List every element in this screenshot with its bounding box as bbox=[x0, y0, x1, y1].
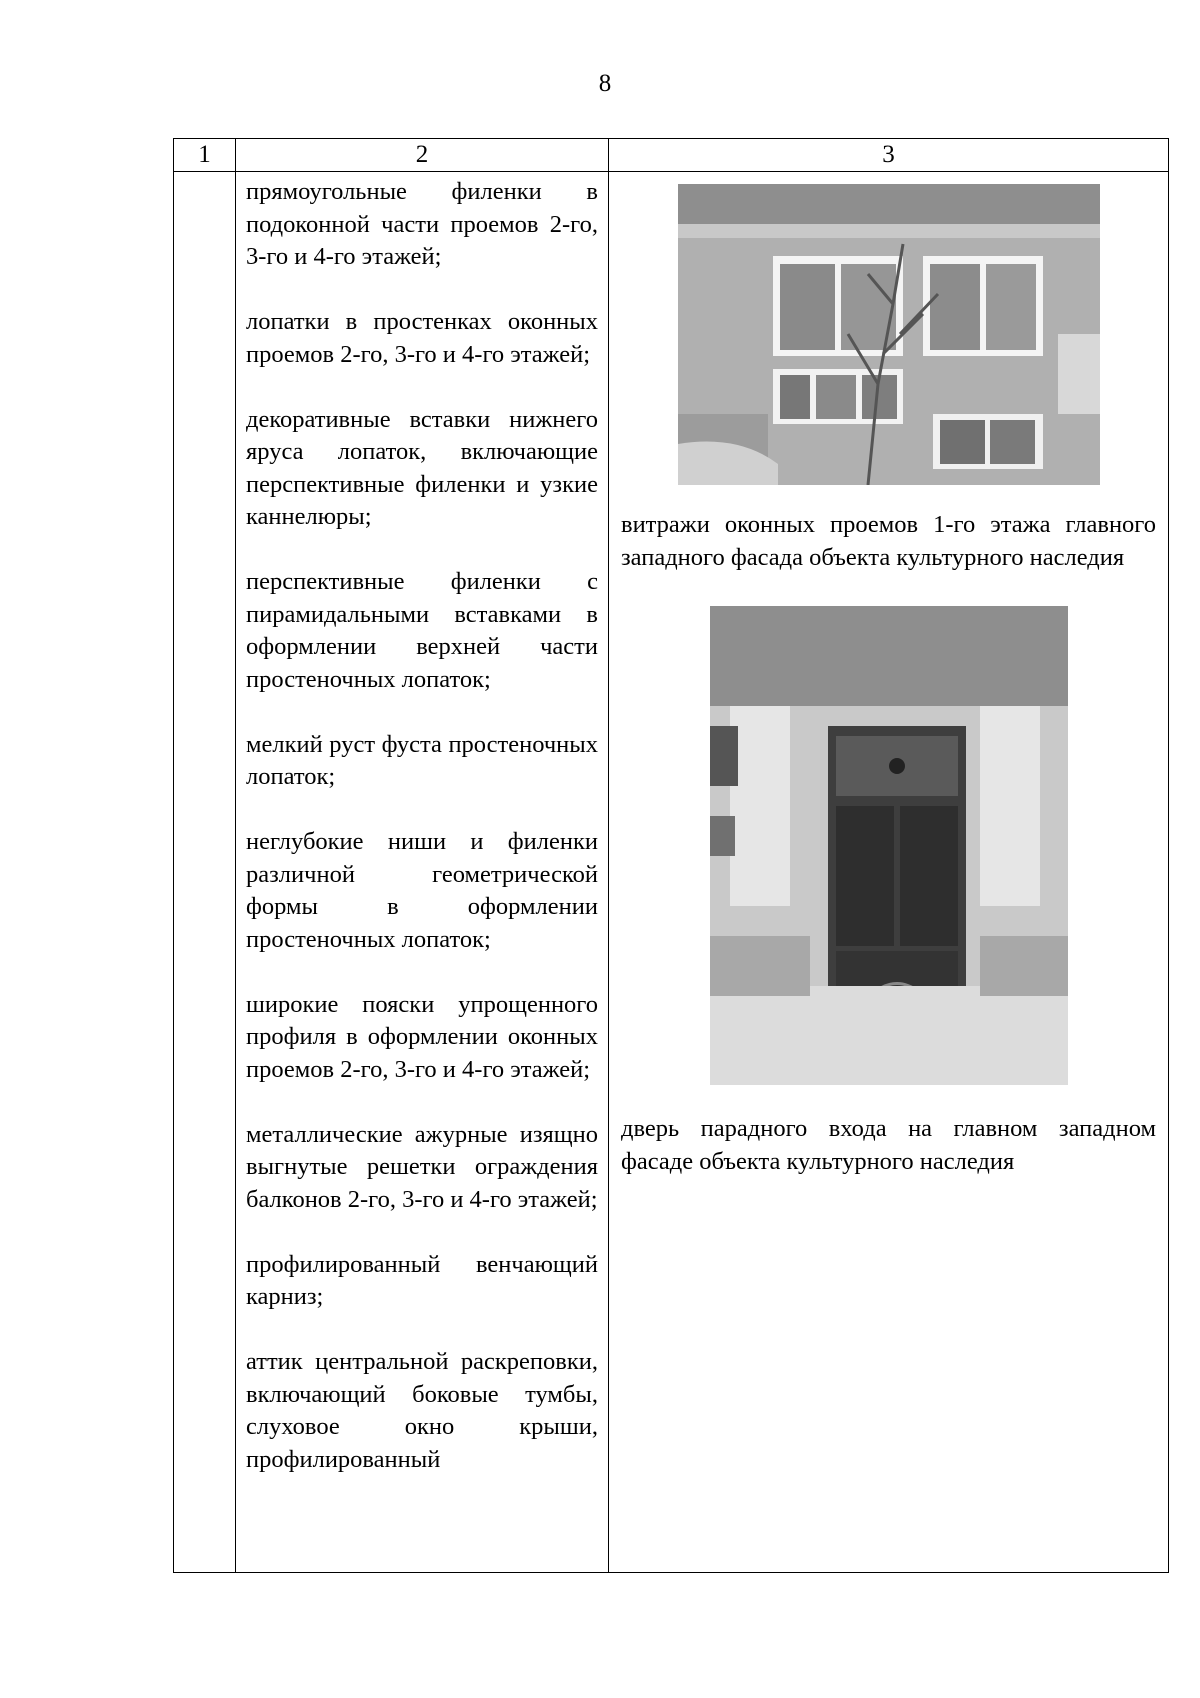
list-item: аттик центральной раскреповки, включающий боковые тумбы, слуховое окно крыши, профилированный bbox=[246, 1348, 598, 1473]
door-photo bbox=[710, 606, 1068, 1085]
list-item: декоративные вставки нижнего яруса лопаток, включающие перспективные филенки и узкие каннелюры; bbox=[246, 405, 598, 530]
list-item: перспективные филенки с пирамидальными вставками в оформлении верхней части простеночных лопаток; bbox=[246, 568, 598, 693]
cell-col-1 bbox=[174, 172, 236, 1573]
header-col-3: 3 bbox=[609, 139, 1169, 172]
page-number: 8 bbox=[598, 70, 612, 97]
list-item: профилированный венчающий карниз; bbox=[246, 1250, 598, 1310]
cell-col-3 bbox=[609, 172, 1169, 1573]
table-row bbox=[174, 172, 1169, 1573]
caption-door: дверь парадного входа на главном западном фасаде объекта культурного наследия bbox=[621, 1115, 1156, 1175]
windows-photo bbox=[678, 184, 1100, 485]
list-item: лопатки в простенках оконных проемов 2-го, 3-го и 4-го этажей; bbox=[246, 308, 598, 368]
header-col-2: 2 bbox=[236, 139, 609, 172]
list-item: широкие пояски упрощенного профиля в оформлении оконных проемов 2-го, 3-го и 4-го этажей; bbox=[246, 990, 598, 1083]
list-item: мелкий руст фуста простеночных лопаток; bbox=[246, 730, 598, 790]
cell-col-2 bbox=[236, 172, 609, 1573]
list-item: неглубокие ниши и филенки различной геометрической формы в оформлении простеночных лопаток; bbox=[246, 828, 598, 953]
table-header-row bbox=[174, 139, 1169, 172]
list-item: металлические ажурные изящно выгнутые решетки ограждения балконов 2-го, 3-го и 4-го этажей; bbox=[246, 1120, 598, 1213]
header-col-1: 1 bbox=[174, 139, 236, 172]
caption-windows: витражи оконных проемов 1-го этажа главного западного фасада объекта культурного наследия bbox=[621, 511, 1156, 571]
heritage-elements-table bbox=[173, 138, 1169, 1573]
list-item: прямоугольные филенки в подоконной части проемов 2-го, 3-го и 4-го этажей; bbox=[246, 178, 598, 270]
